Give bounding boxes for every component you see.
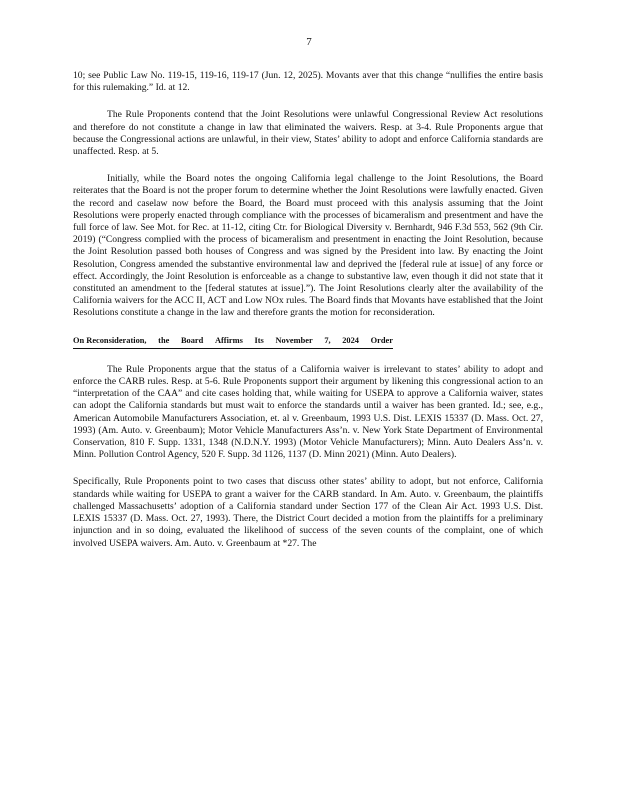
heading-word: Board: [180, 335, 204, 345]
heading-word: 7,: [324, 335, 331, 345]
heading-word: On Reconsideration,: [73, 335, 147, 345]
heading-word: Affirms: [214, 335, 243, 345]
page-number: 7: [306, 36, 312, 48]
paragraph-two-cases: Specifically, Rule Proponents point to two cases that discuss other states’ ability to adopt, but not enforce, California standards while waiting for USEPA to grant a waiver for the CARB standard. In Am. Auto. v. Greenbaum, the plaintiffs challenged Massachusetts’ adoption of a California standard under Section 177 of the Clean Air Act. 1993 U.S. Dist. LEXIS 15337 (D. Mass. Oct. 27, 1993). There, the District Court decided a motion from the plaintiffs for a preliminary injunction and in so doing, evaluated the likelihood of success of the seven counts of the complaint, one of which involved USEPA waivers. Am. Auto. v. Greenbaum at *27. The: [73, 476, 543, 549]
paragraph-continuation: 10; see Public Law No. 119-15, 119-16, 119-17 (Jun. 12, 2025). Movants aver that this change “nullifies the entire basis for this rulemaking.” Id. at 12.: [73, 70, 543, 94]
paragraph-board-analysis: Initially, while the Board notes the ongoing California legal challenge to the Joint Resolutions, the Board reiterates that the Board is not the proper forum to determine whether the Joint Resolutions were lawfully enacted. Given the record and caselaw now before the Board, the Board must proceed with this analysis assuming that the Joint Resolutions were properly enacted through compliance with the processes of bicameralism and presentment and have the full force of law. See Mot. for Rec. at 11-12, citing Ctr. for Biological Diversity v. Bernhardt, 946 F.3d 553, 562 (9th Cir. 2019) (“Congress complied with the process of bicameralism and presentment in enacting the Joint Resolution, because the Joint Resolution passed both houses of Congress and was signed by the President into law. By enacting the Joint Resolution, Congress amended the substantive environmental law and deprived the [federal rule at issue] of any force or effect. Accordingly, the Joint Resolution is enforceable as a change to substantive law, even though it did not state that it constituted an amendment to the [federal statutes at issue].”). The Joint Resolutions clearly alter the availability of the California waivers for the ACC II, ACT and Low NOx rules. The Board finds that Movants have established that the Joint Resolutions constitute a change in the law and therefore grants the motion for reconsideration.: [73, 173, 543, 319]
paragraph-waiver-status: The Rule Proponents argue that the status of a California waiver is irrelevant to states’ ability to adopt and enforce the CARB rules. Resp. at 5-6. Rule Proponents support their argument by likening this congressional action to an “interpretation of the CAA” and cite cases holding that, while waiting for USEPA to approve a California waiver, states can adopt the California standards but must wait to enforce the standards until a waiver has been granted. Id.; see, e.g., American Automobile Manufacturers Association, et. al v. Greenbaum, 1993 U.S. Dist. LEXIS 15337 (D. Mass. Oct. 27, 1993) (Am. Auto. v. Greenbaum); Motor Vehicle Manufacturers Ass’n. v. New York State Department of Environmental Conservation, 810 F. Supp. 1331, 1348 (N.D.N.Y. 1993) (Motor Vehicle Manufacturers); Minn. Auto Dealers Ass’n. v. Minn. Pollution Control Agency, 520 F. Supp. 3d 1126, 1137 (D. Minn 2021) (Minn. Auto Dealers).: [73, 363, 543, 461]
heading-word: 2024: [342, 335, 359, 345]
heading-word: November: [275, 335, 313, 345]
heading-word: Order: [370, 335, 393, 345]
heading-word: the: [158, 335, 170, 345]
document-body: [73, 70, 543, 565]
paragraph-rule-proponents-contend: The Rule Proponents contend that the Joint Resolutions were unlawful Congressional Review Act resolutions and therefore do not constitute a change in law that eliminated the waivers. Resp. at 3-4. Rule Proponents argue that because the Congressional actions are unlawful, in their view, States’ ability to adopt and enforce California standards are unaffected. Resp. at 5.: [73, 109, 543, 158]
section-heading: [73, 335, 393, 349]
heading-word: Its: [254, 335, 264, 345]
